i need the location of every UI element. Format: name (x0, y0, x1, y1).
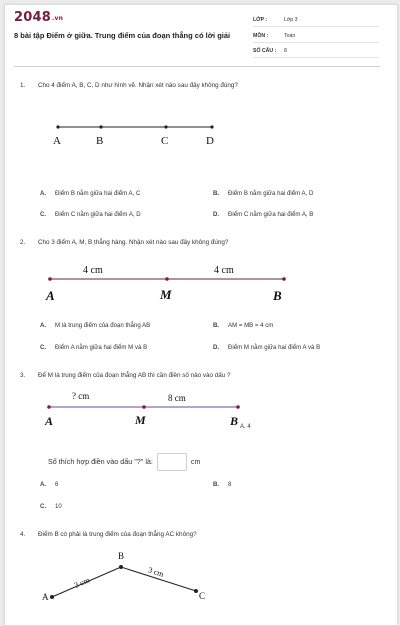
point-c-dot (194, 589, 198, 593)
point-b-label: B (273, 288, 282, 303)
point-c-label: C (161, 135, 169, 147)
site-logo[interactable]: 2048.vn (14, 10, 64, 25)
q3-overlay-option-a: A. 4 (240, 424, 251, 430)
q3-option-a[interactable]: A. 6 (40, 481, 59, 488)
point-c-label: C (199, 591, 206, 601)
question-3: 3. Để M là trung điểm của đoạn thẳng AB thì cần điền số nào vào dấu ? (20, 372, 231, 379)
question-1: 1. Cho 4 điểm A, B, C, D như hình vẽ. Nhận xét nào sau đây không đúng? (20, 82, 238, 89)
point-d-label: D (206, 135, 214, 147)
meta-class-row: LỚP : Lớp 3 (253, 14, 379, 27)
point-b-label: B (118, 551, 125, 561)
segment-mb-length: 8 cm (168, 393, 186, 403)
point-b-label: B (230, 414, 239, 428)
point-b-dot (119, 565, 123, 569)
point-a-label: A (53, 135, 61, 147)
question-2: 2. Cho 3 điểm A, M, B thẳng hàng. Nhận xét nào sau đây không đúng? (20, 239, 229, 246)
point-a-label: A (42, 592, 49, 602)
point-m-label: M (135, 413, 146, 427)
segment-am-length: 4 cm (83, 265, 103, 276)
point-a-label: A (45, 414, 54, 428)
segment-mb-length: 4 cm (214, 265, 234, 276)
point-a-label: A (46, 288, 55, 303)
segment-bc-length: 3 cm (147, 565, 165, 579)
q3-option-b[interactable]: B. 8 (213, 481, 232, 488)
q1-option-b[interactable]: B. Điểm B nằm giữa hai điểm A, D (213, 190, 314, 197)
q1-option-a[interactable]: A. Điểm B nằm giữa hai điểm A, C (40, 190, 141, 197)
q2-option-d[interactable]: D. Điểm M nằm giữa hai điểm A và B (213, 344, 321, 351)
segment-am-length: ? cm (72, 391, 90, 401)
logo-suffix: .vn (51, 15, 64, 22)
q1-option-d[interactable]: D. Điểm C nằm giữa hai điểm A, B (213, 211, 314, 218)
fill-in-prompt: Số thích hợp điền vào dấu "?" là: cm (48, 453, 201, 471)
q2-option-a[interactable]: A. M là trung điểm của đoạn thẳng AB (40, 322, 151, 329)
point-m-label: M (160, 287, 172, 302)
q3-option-c[interactable]: C. 10 (40, 503, 62, 510)
q1-option-c[interactable]: C. Điểm C nằm giữa hai điểm A, D (40, 211, 141, 218)
meta-count-row: SỐ CÂU : 8 (253, 45, 379, 58)
document-title: 8 bài tập Điểm ở giữa. Trung điểm của đoạn thẳng có lời giải (14, 31, 231, 40)
segment-ab-length: 3 cm (72, 575, 91, 590)
question-4: 4. Điểm B có phải là trung điểm của đoạn thẳng AC không? (20, 531, 197, 538)
q2-option-b[interactable]: B. AM = MB = 4 cm (213, 322, 274, 329)
q2-option-c[interactable]: C. Điểm A nằm giữa hai điểm M và B (40, 344, 148, 351)
point-b-label: B (96, 135, 104, 147)
point-a-dot (50, 595, 54, 599)
meta-subject-row: MÔN : Toán (253, 30, 379, 43)
